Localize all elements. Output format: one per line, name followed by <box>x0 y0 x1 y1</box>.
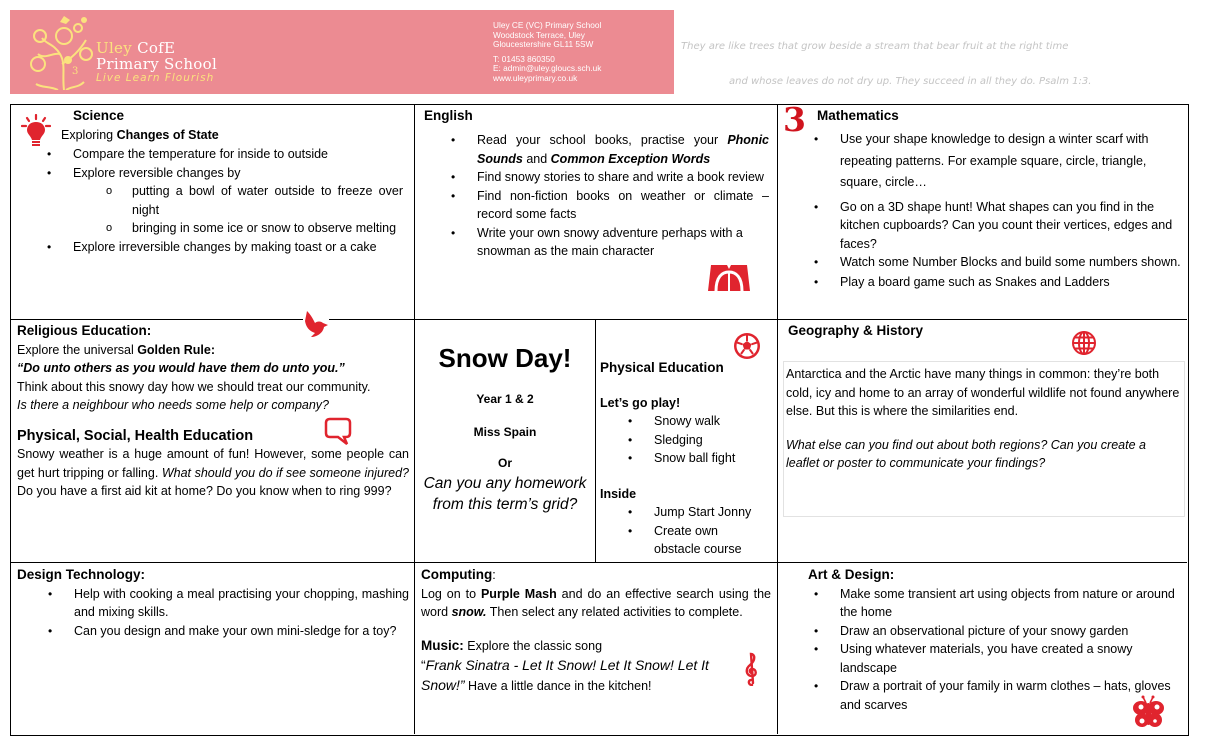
text: Log on to <box>421 586 481 601</box>
geography-text-box <box>783 361 1185 517</box>
globe-icon <box>1071 330 1097 356</box>
school-name-cofe: CofE <box>137 39 176 57</box>
speech-bubble-icon <box>324 417 352 447</box>
football-icon <box>733 332 761 360</box>
dt-list <box>74 585 409 641</box>
text: Explore the universal <box>17 342 138 357</box>
list-item: • Snowy walk <box>654 412 776 431</box>
number-three-icon: 3 <box>783 100 806 139</box>
art-list <box>840 585 1180 715</box>
geography-paragraph-1: Antarctica and the Arctic have many things in common: they’re both cold, icy and home to an array of wonderful wildlife not found anywhere else. But this is where the similarities end. <box>786 367 1180 418</box>
pshe-title: Physical, Social, Health Education <box>17 427 254 444</box>
list-item: • Using whatever materials, you have created a snowy landscape <box>840 640 1180 677</box>
address-line: Uley CE (VC) Primary School <box>493 20 602 30</box>
list-item: • Go on a 3D shape hunt! What shapes can you find in the kitchen cupboards? Can you count their vertices, edges and faces? <box>840 198 1185 254</box>
colon: : <box>492 568 496 582</box>
text: and do an effective search using the word <box>421 586 771 619</box>
pe-inside-list <box>654 503 764 559</box>
science-sublist <box>132 182 403 238</box>
list-item: • Write your own snowy adventure perhaps with a snowman as the main character <box>477 224 769 261</box>
mathematics-list <box>840 129 1185 292</box>
psalm-line-2: and whose leaves do not dry up. They succeed in all they do. Psalm 1:3. <box>729 76 1092 87</box>
list-item: • Jump Start Jonny <box>654 503 764 522</box>
or-label: Or <box>497 456 512 470</box>
mathematics-title: Mathematics <box>817 108 899 123</box>
teacher-name: Miss Spain <box>473 424 537 439</box>
homework-grid <box>10 100 1189 736</box>
text: Explore the classic song <box>463 638 603 653</box>
list-item: • Use your shape knowledge to design a winter scarf with repeating patterns. For example square, circle, triangle, square, circle… <box>840 129 1185 194</box>
music-title: Music: <box>421 637 464 653</box>
science-list <box>73 145 403 256</box>
text: Snowy weather is a huge amount of fun! However, some people can get hurt tripping or falling. <box>17 447 409 480</box>
text: Read your school books, practise your <box>477 133 728 147</box>
music-text <box>421 655 731 696</box>
school-name-uley: Uley <box>96 39 138 57</box>
computing-cell <box>421 566 771 696</box>
email-address[interactable]: E: admin@uley.gloucs.sch.uk <box>493 63 602 74</box>
pe-outside-list <box>654 412 776 468</box>
computing-text <box>421 585 771 622</box>
lightbulb-icon <box>21 114 51 148</box>
design-technology-cell <box>17 566 409 640</box>
list-item: • Compare the temperature for inside to outside <box>73 145 403 164</box>
geography-title: Geography & History <box>788 323 924 338</box>
song-title: Frank Sinatra - Let It Snow! Let It Snow! Let It Snow!” <box>421 657 709 693</box>
homework-question: Can you any homework from this term’s grid? <box>423 474 587 513</box>
list-item: • Can you design and make your own mini-sledge for a toy? <box>74 622 409 641</box>
list-item: • Watch some Number Blocks and build some numbers shown. <box>840 253 1185 272</box>
list-item: • Draw an observational picture of your snowy garden <box>840 622 1180 641</box>
list-item-text: Explore reversible changes by <box>73 165 241 180</box>
text-italic: What should you do if see someone injured? <box>161 465 409 480</box>
butterfly-icon <box>1131 695 1167 729</box>
school-logo-text <box>96 40 217 84</box>
text: and <box>522 151 551 166</box>
list-item: • Help with cooking a meal practising your chopping, mashing and mixing skills. <box>74 585 409 622</box>
computing-title: Computing <box>421 567 493 582</box>
music-intro <box>421 637 771 656</box>
geography-paragraph-2: What else can you find out about both regions? Can you create a leaflet or poster to communicate your findings? <box>786 437 1146 470</box>
common-exception-words: Common Exception Words <box>550 151 711 166</box>
art-title: Art & Design: <box>808 567 895 582</box>
list-item: • Snow ball fight <box>654 449 776 468</box>
website-link[interactable]: www.uleyprimary.co.uk <box>493 72 578 83</box>
pe-title: Physical Education <box>600 360 724 375</box>
list-item: • Create own obstacle course <box>654 522 764 559</box>
book-icon <box>706 263 752 293</box>
physical-education-cell <box>600 359 776 559</box>
re-line-3: Think about this snowy day how we should treat our community. <box>17 379 371 394</box>
art-design-cell <box>808 566 1183 714</box>
snow-day-cell <box>415 342 595 515</box>
science-title: Science <box>73 108 125 123</box>
re-quote: “Do unto others as you would have them do unto you.” <box>17 361 345 375</box>
list-item <box>73 164 403 238</box>
sub-list-item: o bringing in some ice or snow to observe melting <box>132 219 403 238</box>
search-word: snow. <box>451 605 487 619</box>
year-group: Year 1 & 2 <box>476 392 534 406</box>
science-intro-text: Exploring <box>61 128 117 142</box>
text: Then select any related activities to complete. <box>486 605 743 619</box>
list-item: • Sledging <box>654 431 776 450</box>
list-item: • Play a board game such as Snakes and Ladders <box>840 272 1185 292</box>
english-list <box>477 131 769 261</box>
re-title: Religious Education: <box>17 323 152 338</box>
golden-rule: Golden Rule: <box>137 342 215 357</box>
page-title: Snow Day! <box>438 343 572 373</box>
text: Do you have a first aid kit at home? Do you know when to ring 999? <box>17 484 392 498</box>
list-item: • Explore irreversible changes by making toast or a cake <box>73 238 403 257</box>
english-title: English <box>424 108 473 123</box>
phone-number: T: 01453 860350 <box>493 53 555 64</box>
re-line-1 <box>17 341 409 360</box>
school-name-line2: Primary School <box>96 55 218 73</box>
list-item: • Make some transient art using objects from nature or around the home <box>840 585 1180 622</box>
science-topic: Changes of State <box>116 128 219 142</box>
svg-text:3: 3 <box>72 66 79 77</box>
list-item <box>477 131 769 168</box>
dt-title: Design Technology: <box>17 567 146 582</box>
psalm-line-1: They are like trees that grow beside a stream that bear fruit at the right time <box>681 41 1069 52</box>
school-banner <box>10 10 674 94</box>
address-line: Woodstock Terrace, Uley <box>493 29 585 40</box>
geography-history-cell <box>788 322 1178 341</box>
school-address <box>493 21 601 84</box>
computing-heading <box>421 566 771 585</box>
purple-mash: Purple Mash <box>480 586 557 601</box>
treble-clef-icon <box>744 652 760 686</box>
address-line: Gloucestershire GL11 5SW <box>493 39 594 50</box>
pshe-text <box>17 445 409 501</box>
sub-list-item: o putting a bowl of water outside to freeze over night <box>132 182 403 219</box>
quote-mark: “ <box>421 657 426 673</box>
list-item: • Find snowy stories to share and write a book review <box>477 168 769 187</box>
re-line-4: Is there a neighbour who needs some help or company? <box>17 398 329 412</box>
phonic-sounds: Phonic Sounds <box>477 133 769 166</box>
school-motto: Live Learn Flourish <box>96 72 215 84</box>
pe-inside-heading: Inside <box>600 486 637 501</box>
text: Have a little dance in the kitchen! <box>464 679 652 693</box>
pe-outside-heading: Let’s go play! <box>600 395 681 410</box>
science-intro <box>61 126 219 145</box>
list-item: • Draw a portrait of your family in warm clothes – hats, gloves and scarves <box>840 677 1180 714</box>
list-item: • Find non-fiction books on weather or climate – record some facts <box>477 187 769 224</box>
religious-education-cell <box>17 322 409 501</box>
